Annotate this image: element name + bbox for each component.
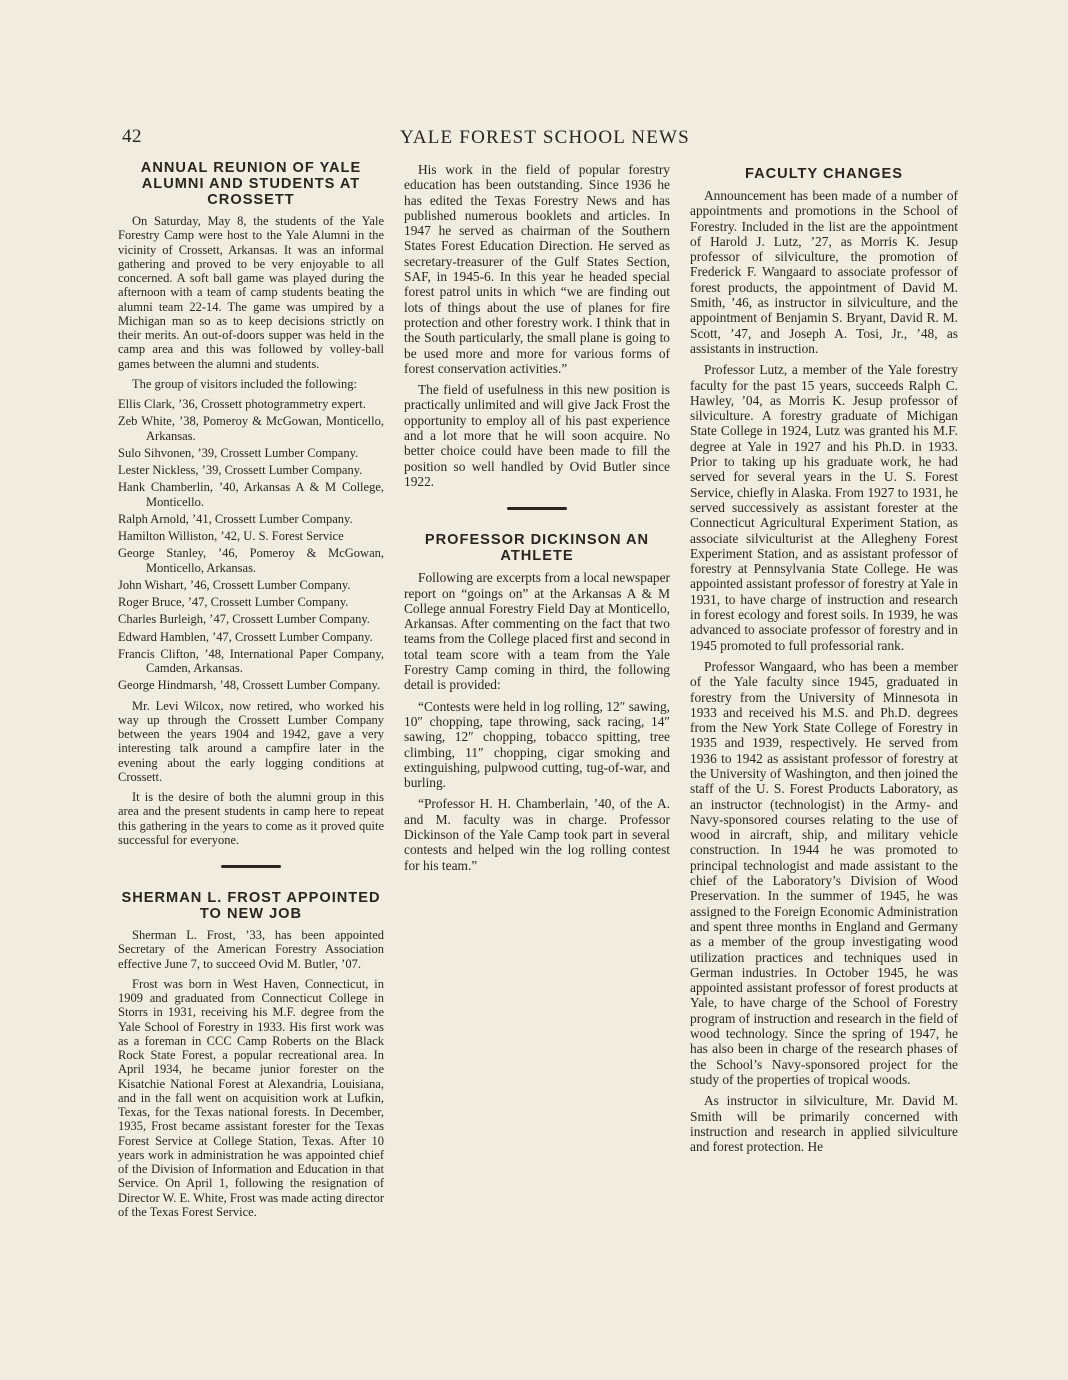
- frost-paragraph: Sherman L. Frost, ’33, has been appointed Secretary of the American Forestry Association effective June 7, to succeed Ovid M. Butler, ’07.: [118, 928, 384, 971]
- frost-paragraph-start: Frost was born in West Haven, Connecticut, in 1909 and graduated from Connecticut College in Storrs in 1931, receiving his M.F. degree from the Yale School of Forestry in 1933. His first work was as a foreman in CCC Camp Roberts on the Black Rock State Forest, a popular recreational area. In April 1934, he became junior forester on the Kisatchie National Forest at Alexandria, Louisiana, and in the fall went on acquisition work at Lufkin, Texas, for the Texas national forests. In December, 1935, Frost became assistant forester for the Texas Forest Service at College Station, Texas. After 10 years work in administration he was appointed chief of the Division of Information and Education in that Service. On April 1, following the resignation of Director W. E. White, Frost was made acting director of the Texas Forest Service.: [118, 976, 385, 1219]
- visitor-item: George Hindmarsh, ’48, Crossett Lumber Company.: [118, 678, 381, 693]
- faculty-headline: FACULTY CHANGES: [745, 166, 903, 182]
- reunion-paragraph: The group of visitors included the following:: [132, 376, 357, 391]
- column-right: [690, 166, 958, 1160]
- reunion-paragraph: It is the desire of both the alumni group in this area and the present students in camp here to repeat this gathering in the years to come as it proved quite successful for everyone.: [118, 790, 384, 847]
- frost-paragraph: His work in the field of popular forestry education has been outstanding. Since 1936 he has edited the Texas Forestry News and has published numerous booklets and articles. In 1947 he served as chairman of the Southern States Forest Education Direction. He served as secretary-treasurer of the Gulf States Section, SAF, in 1945-6. In this year he headed special forest patrol units in which “we are finding out lots of things about the use of planes for fire protection and other forestry work. I think that in the South particularly, the small plane is going to be used more and more for various forms of forest conservation activities.”: [404, 162, 670, 376]
- visitor-item: Sulo Sihvonen, ’39, Crossett Lumber Company.: [118, 445, 359, 460]
- visitor-item: Hamilton Williston, ’42, U. S. Forest Service: [118, 529, 344, 543]
- visitor-item: Francis Clifton, ’48, International Paper Company, Camden, Arkansas.: [118, 646, 384, 675]
- reunion-paragraph: On Saturday, May 8, the students of the Yale Forestry Camp were host to the Yale Alumni in the vicinity of Crossett, Arkansas. It was an informal gathering and proved to be very enjoyable to all concerned. A soft ball game was played during the afternoon with a team of camp students beating the alumni team 22-14. The game was umpired by a Michigan man so as to keep decisions strictly on their merits. An out-of-doors supper was held in the camp area and this was followed by volley-ball games between the alumni and students.: [118, 214, 384, 371]
- visitor-item: George Stanley, ’46, Pomeroy & McGowan, Monticello, Arkansas.: [118, 546, 384, 575]
- frost-paragraph: The field of usefulness in this new position is practically unlimited and will give Jack Frost the opportunity to employ all of his past experience and a lot more that he will soon acquire. No better choice could have been made to fill the position so well handled by Ovid Butler since 1922.: [404, 382, 670, 489]
- reunion-paragraph: Mr. Levi Wilcox, now retired, who worked his way up through the Crossett Lumber Company between the years 1904 and 1942, gave a very interesting talk around a campfire later in the evening about the early logging conditions at Crossett.: [118, 698, 384, 784]
- section-divider: [221, 865, 281, 868]
- frost-headline: SHERMAN L. FROST APPOINTED TO NEW JOB: [121, 890, 381, 922]
- visitor-item: John Wishart, ’46, Crossett Lumber Company.: [118, 577, 351, 592]
- dickinson-paragraph: “Contests were held in log rolling, 12″ sawing, 10″ chopping, tape throwing, sack racing, 14″ sawing, 12″ chopping, tobacco spitting, tree climbing, 11″ chopping, cigar smoking and extinguishing, pulpwood cutting, tug-of-war, and burling.: [404, 698, 670, 791]
- faculty-paragraph: Announcement has been made of a number of appointments and promotions in the School of Forestry. Included in the list are the appointment of Harold J. Lutz, ’27, as Morris K. Jesup professor of silviculture, the promotion of Frederick F. Wangaard to associate professor of forest products, the appointment of David M. Smith, ’46, as instructor in silviculture, and the appointment of Benjamin S. Bryant, David R. M. Scott, ’47, and Joseph A. Tosi, Jr., ’48, as assistants in instruction.: [690, 188, 958, 356]
- dickinson-paragraph: Following are excerpts from a local newspaper report on “goings on” at the Arkansas A & M College annual Forestry Field Day at Monticello, Arkansas. After commenting on the fact that two teams from the College placed first and second in total team score with a team from the Yale Forestry Camp coming in third, the following detail is provided:: [404, 570, 670, 693]
- page-number: 42: [122, 126, 142, 147]
- dickinson-paragraph: “Professor H. H. Chamberlain, ’40, of the A. and M. faculty was in charge. Professor Dickinson of the Yale Camp took part in several contests and helped win the log rolling contest for his team.”: [404, 796, 670, 873]
- column-left: [118, 160, 384, 1225]
- visitor-item: Lester Nickless, ’39, Crossett Lumber Company.: [118, 463, 363, 477]
- visitor-item: Zeb White, ’38, Pomeroy & McGowan, Monticello, Arkansas.: [118, 414, 384, 443]
- section-divider: [507, 507, 567, 510]
- faculty-paragraph: Professor Lutz, a member of the Yale forestry faculty for the past 15 years, succeeds Ralph C. Hawley, ’04, as Morris K. Jesup professor of silviculture. A forestry graduate of Michigan State College in 1924, Lutz was granted his M.F. degree at Yale in 1927 and his Ph.D. in 1933. Prior to taking up his graduate work, he had served for several years in the U. S. Forest Service, chiefly in Alaska. From 1927 to 1931, he served successively as assistant forester at the Connecticut Agricultural Experiment Station, as associate silviculturist at the Allegheny Forest Experiment Station, and as assistant professor of forestry at Pennsylvania State College. He was appointed assistant professor of forestry at Yale in 1931, to have charge of instruction and research in forest ecology and forest soils. In 1939, he was advanced to associate professor of forestry and in 1945 promoted to full professorial rank.: [690, 362, 958, 653]
- faculty-paragraph: Professor Wangaard, who has been a member of the Yale faculty since 1945, graduated in forestry from the University of Minnesota in 1933 and received his M.S. and Ph.D. degrees from the New York State College of Forestry in 1935 and 1939, respectively. He served from 1936 to 1942 as assistant professor of forestry at the University of Washington, and then joined the staff of the U. S. Forest Products Laboratory, as an instructor (technologist) in the Army- and Navy-sponsored courses relating to the use of wood in aircraft, ship, and military vehicle construction. In 1944 he was promoted to principal technologist and made assistant to the chief of the Laboratory’s Division of Wood Preservation. In the summer of 1945, he was assigned to the Foreign Economic Administration and spent three months in England and Germany as a member of the group investigating wood utilization practices and techniques used in German industries. In October 1945, he was appointed assistant professor of forest products at Yale, to have charge of the School of Forestry program of instruction and research in the field of wood technology. Since the spring of 1947, he has also been in charge of the research phases of the School’s Navy-sponsored project for the study of the properties of tropical woods.: [690, 658, 958, 1087]
- visitor-item: Roger Bruce, ’47, Crossett Lumber Company.: [118, 595, 349, 609]
- reunion-headline: ANNUAL REUNION OF YALE ALUMNI AND STUDENTS AT CROSSETT: [140, 160, 362, 208]
- visitor-item: Hank Chamberlin, ’40, Arkansas A & M College, Monticello.: [118, 480, 384, 509]
- dickinson-headline: PROFESSOR DICKINSON AN ATHLETE: [424, 532, 650, 565]
- visitor-list: [118, 397, 384, 693]
- faculty-paragraph: As instructor in silviculture, Mr. David M. Smith will be primarily concerned with instruction and research in applied silviculture and forest protection. He: [690, 1093, 958, 1155]
- visitor-item: Ralph Arnold, ’41, Crossett Lumber Company.: [118, 511, 353, 526]
- visitor-item: Ellis Clark, ’36, Crossett photogrammetry expert.: [118, 397, 366, 411]
- column-middle: [404, 162, 670, 879]
- visitor-item: Edward Hamblen, ’47, Crossett Lumber Company.: [118, 629, 373, 644]
- running-title: YALE FOREST SCHOOL NEWS: [400, 127, 690, 148]
- visitor-item: Charles Burleigh, ’47, Crossett Lumber Company.: [118, 612, 370, 627]
